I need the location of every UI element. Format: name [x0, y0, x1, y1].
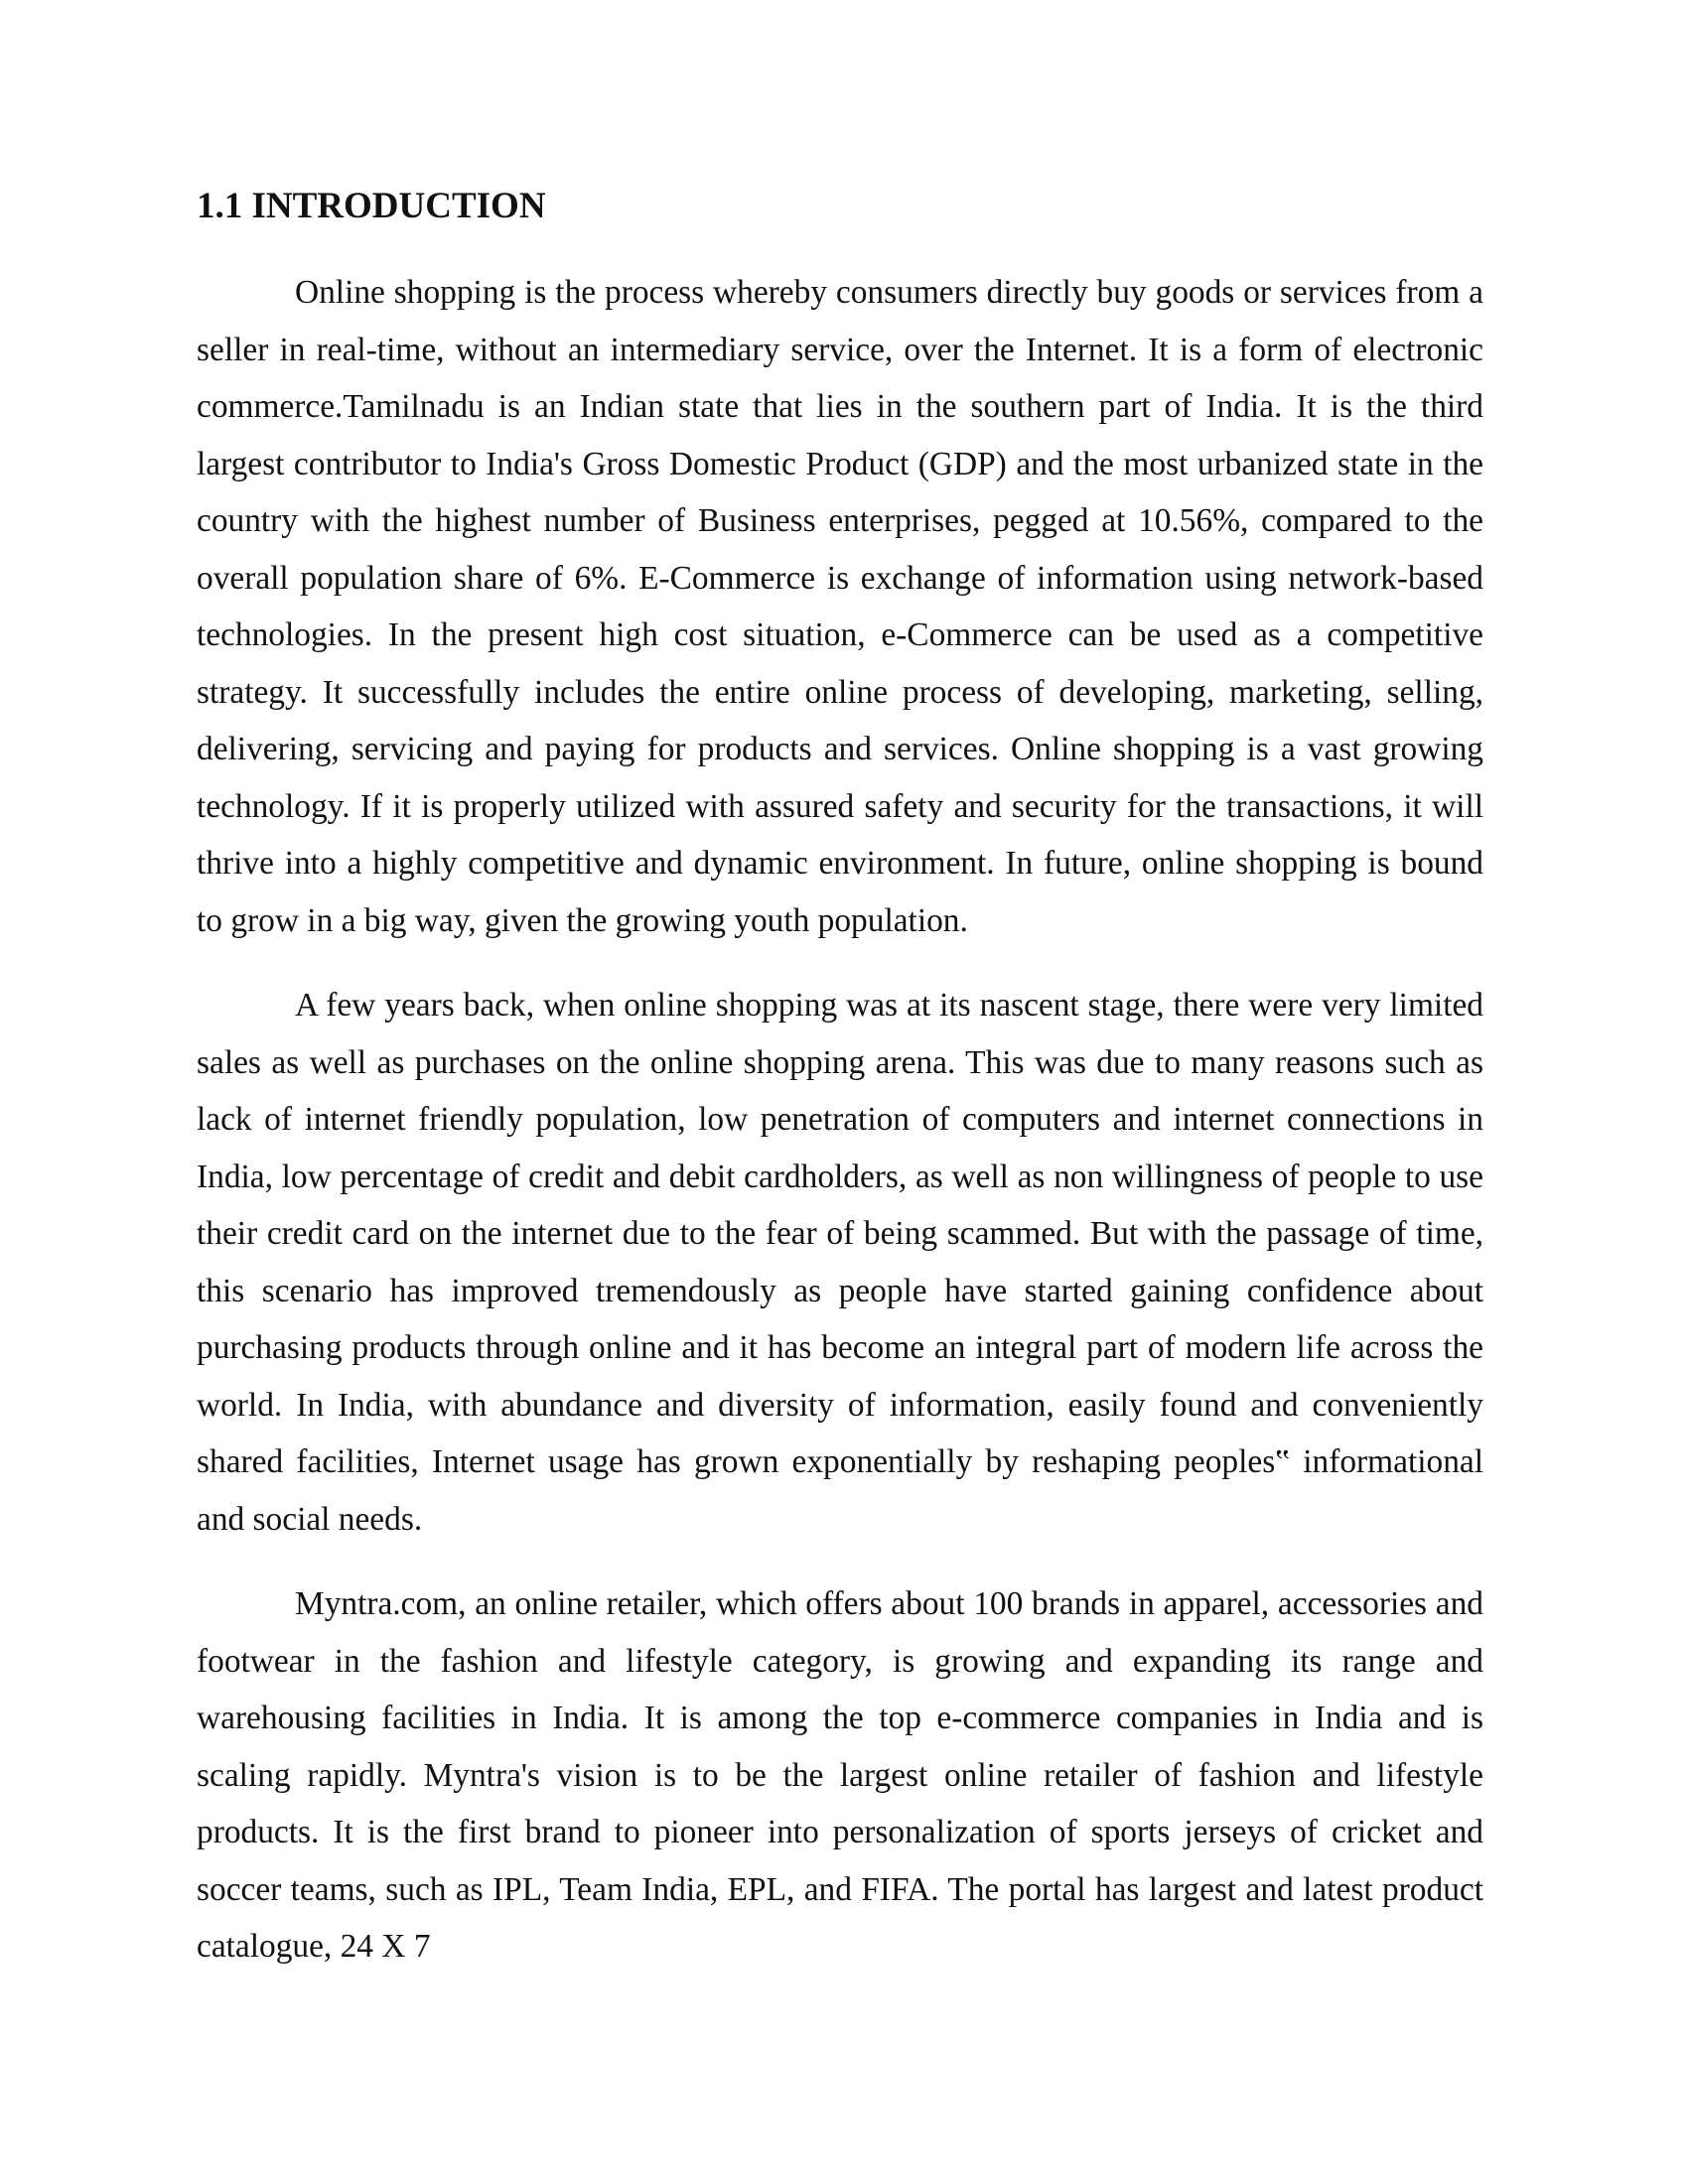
paragraph-history: A few years back, when online shopping was at its nascent stage, there were very limited sales as well as purchases on the online shopping arena. This was due to many reasons such as lack of internet friendly population, low penetration of computers and internet connections in India, low percentage of credit and debit cardholders, as well as non willingness of people to use their credit card on the internet due to the fear of being scammed. But with the passage of time, this scenario has improved tremendously as people have started gaining confidence about purchasing products through online and it has become an integral part of modern life across the world. In India, with abundance and diversity of information, easily found and conveniently shared facilities, Internet usage has grown exponentially by reshaping peoples‟ informational and social needs. [197, 987, 1483, 1538]
document-page [197, 185, 1483, 2003]
section-heading: 1.1 INTRODUCTION [197, 186, 546, 226]
paragraph-myntra: Myntra.com, an online retailer, which offers about 100 brands in apparel, accessories and footwear in the fashion and lifestyle category, is growing and expanding its range and warehousing facilities in India. It is among the top e-commerce companies in India and is scaling rapidly. Myntra's vision is to be the largest online retailer of fashion and lifestyle products. It is the first brand to pioneer into personalization of sports jerseys of cricket and soccer teams, such as IPL, Team India, EPL, and FIFA. The portal has largest and latest product catalogue, 24 X 7 [197, 1585, 1483, 1966]
paragraph-online-shopping: Online shopping is the process whereby consumers directly buy goods or services from a seller in real-time, without an intermediary service, over the Internet. It is a form of electronic commerce.Tamilnadu is an Indian state that lies in the southern part of India. It is the third largest contributor to India's Gross Domestic Product (GDP) and the most urbanized state in the country with the highest number of Business enterprises, pegged at 10.56%, compared to the overall population share of 6%. E-Commerce is exchange of information using network-based technologies. In the present high cost situation, e-Commerce can be used as a competitive strategy. It successfully includes the entire online process of developing, marketing, selling, delivering, servicing and paying for products and services. Online shopping is a vast growing technology. If it is properly utilized with assured safety and security for the transactions, it will thrive into a highly competitive and dynamic environment. In future, online shopping is bound to grow in a big way, given the growing youth population. [197, 274, 1483, 939]
